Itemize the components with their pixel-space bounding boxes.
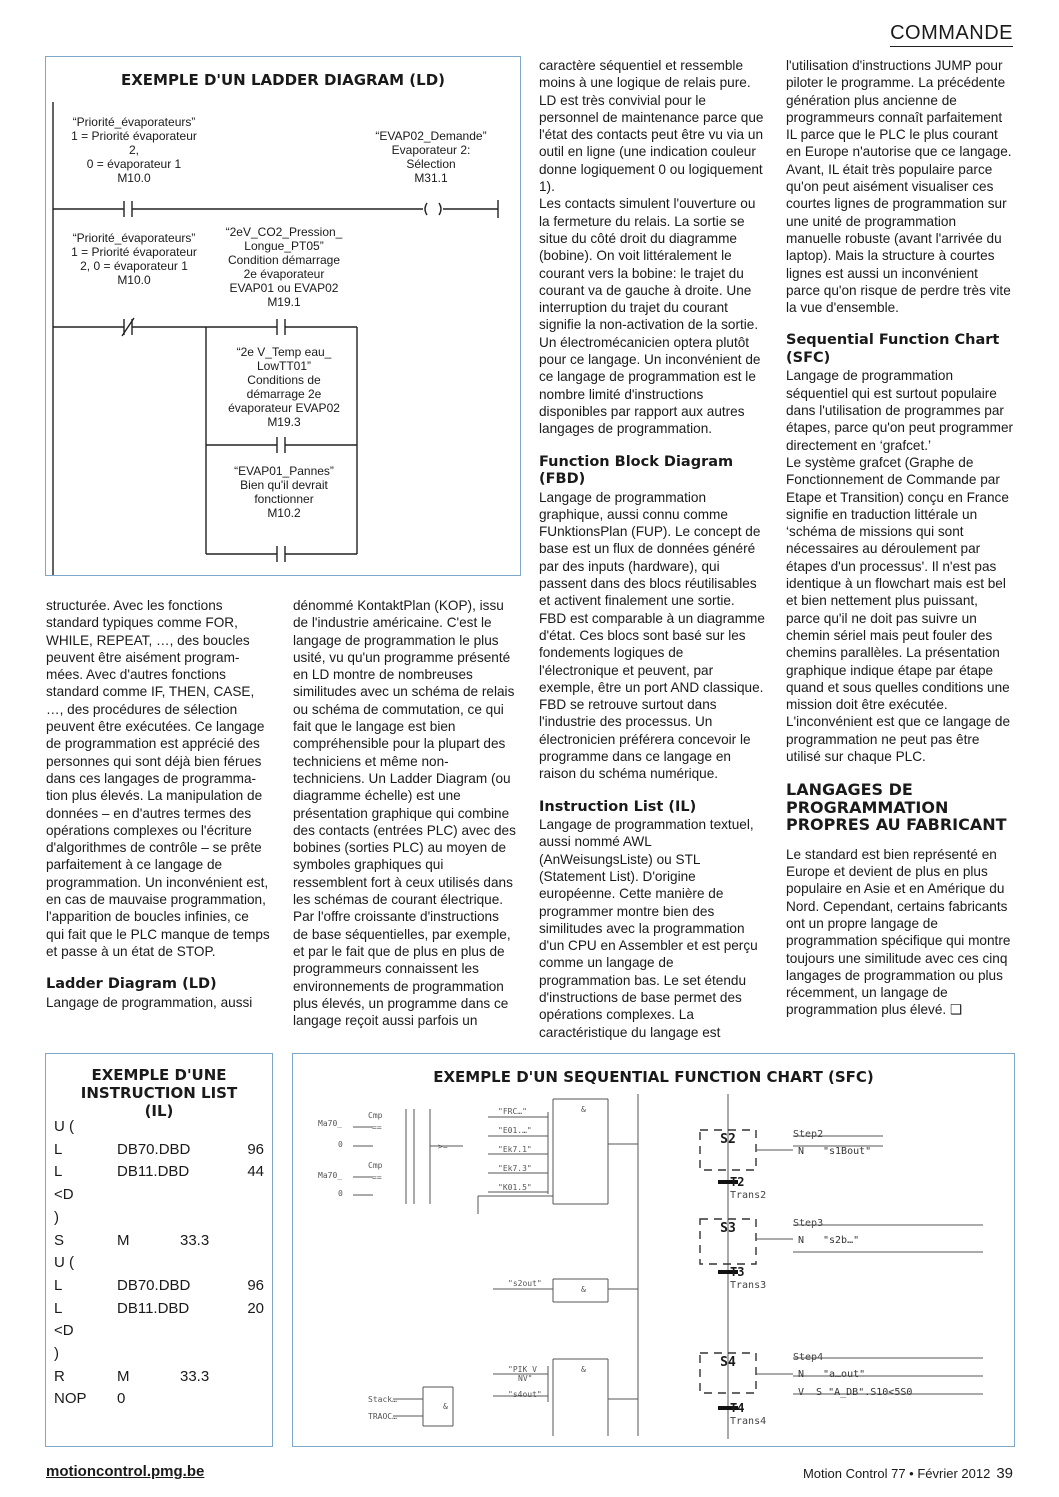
col4-paragraph-4: L'inconvénient est que ce langage de programmation ne peut pas être utilisé sur chaque PLC.	[786, 714, 1011, 764]
svg-text:Ma70_: Ma70_	[318, 1171, 343, 1180]
il-row	[54, 1322, 264, 1344]
sfc-figure	[292, 1053, 1015, 1447]
il-mid: 33.3	[180, 1367, 210, 1385]
col1-paragraph-2: Langage de programmation, aussi	[46, 994, 253, 1010]
svg-text:==: ==	[372, 1173, 382, 1182]
il-row	[54, 1141, 264, 1163]
il-op: <D	[54, 1186, 74, 1204]
instruction-list-figure	[45, 1053, 273, 1447]
il-heading: Instruction List (IL)	[539, 798, 697, 815]
svg-text:"Ek7.3": "Ek7.3"	[498, 1164, 532, 1173]
svg-text:"Ek7.1": "Ek7.1"	[498, 1145, 532, 1154]
svg-text:&: &	[581, 1285, 586, 1294]
col2-paragraph-1: dénommé KontaktPlan (KOP), issu de l'industrie américaine. C'est le langage de programmation le plus usité, vu qu'un programme présenté en LD montre de nombreuses similitudes avec un schéma de relais ou schéma de commutation, ce qui fait que le langage est bien compréhensible pour la plupart des techniciens et même non-techniciens. Un Ladder Diagram (ou diagramme échelle) est une présentation graphique qui combine des contacts (entrées PLC) avec des bobines (sorties PLC) au moyen de symboles graphiques qui ressemblent fort à ceux utilisés dans les schémas de courant électrique. Par l'offre croissante d'instructions de base séquentielles, par exemple, et par le fait que de plus en plus de programmeurs connaissent les environnements de programmation plus élevés, un programme dans ce langage reçoit aussi parfois un	[293, 598, 516, 1029]
sfc-action-value: "a…out"	[823, 1369, 866, 1380]
col4-paragraph-1: l'utilisation d'instructions JUMP pour piloter le programme. La précédente génération plus ancienne de programmeurs connaît parfaitement IL parce que le PLC le plus courant en Europe n'autorise que ce langage. Avant, IL était très populaire parce qu'on peut aisément visualiser ces courtes lignes de programmation sur une unité de programmation manuelle robuste (avant l'arrivée du laptop). Mais la structure à courtes lignes est aussi un inconvénient parce qu'on risque de perdre très vite la vue d'ensemble.	[786, 58, 1012, 316]
sfc-step-name: Step2	[793, 1129, 824, 1140]
svg-text:Cmp: Cmp	[368, 1161, 383, 1170]
fbd-heading: Function Block Diagram (FBD)	[539, 453, 734, 488]
il-num: 96	[247, 1276, 264, 1294]
ld-label-priority-1: “Priorité_évaporateurs” 1 = Priorité évaporateur 2, 0 = évaporateur 1 M10.0	[71, 115, 197, 185]
il-row	[54, 1209, 264, 1231]
sfc-transition-id: T4	[730, 1401, 745, 1415]
section-header: COMMANDE	[890, 22, 1013, 47]
il-op: L	[54, 1276, 63, 1294]
il-op: U (	[54, 1254, 74, 1272]
svg-text:"FRC…": "FRC…"	[498, 1107, 527, 1116]
il-op: <D	[54, 1322, 74, 1340]
il-op: L	[54, 1299, 63, 1317]
il-row	[54, 1254, 264, 1276]
svg-text:==: ==	[372, 1123, 382, 1132]
ld-label-temp-eau: “2e V_Temp eau_ LowTT01” Conditions de démarrage 2e évaporateur EVAP02 M19.3	[228, 345, 340, 429]
il-op: )	[54, 1208, 59, 1226]
ld-label-pression: “2eV_CO2_Pression_ Longue_PT05” Condition démarrage 2e évaporateur EVAP01 ou EVAP02 M19.1	[225, 225, 343, 309]
sfc-transition-name: Trans3	[730, 1280, 767, 1291]
svg-text:&: &	[443, 1402, 448, 1411]
col1-paragraph-1: structurée. Avec les fonctions standard typiques comme FOR, WHILE, REPEAT, …, des boucles peuvent être aisément programmées. Avec d'autres fonctions standard comme IF, THEN, CASE, …, des procédures de sélection peuvent être exécutées. Ce langage de programmation est apprécié des personnes qui sont déjà bien férues dans ces langages de programmation plus élevés. La manipulation de données – en d'autres termes des opérations complexes ou l'écriture d'algorithmes de contrôle – se prête parfaitement à ce langage de programmation. Un inconvénient est, en cas de mauvaise programmation, l'apparition de boucles infinies, ce qui fait que le PLC manque de temps et passe à un état de STOP.	[46, 598, 270, 959]
il-arg: M	[117, 1367, 130, 1385]
sfc-title: EXEMPLE D'UN SEQUENTIAL FUNCTION CHART (SFC)	[433, 1068, 874, 1086]
il-row	[54, 1345, 264, 1367]
fabricant-heading: LANGAGES DE PROGRAMMATION PROPRES AU FABRICANT	[786, 780, 1007, 835]
svg-text:"K01.5": "K01.5"	[498, 1183, 532, 1192]
col4-paragraph-3: Le système grafcet (Graphe de Fonctionnement de Commande par Etape et Transition) conçu en France signifie en traduction littérale un ‘schéma de missions qui sont nécessaires au déroulement par étapes d'un processus'. Il n'est pas identique à un flowchart mais est bel et bien nettement plus puissant, parce qu'il ne doit pas suivre un chemin sériel mais peut fouler des chemins parallèles. La présentation graphique indique étape par étape quand et sous quelles conditions une mission doit être exécutée.	[786, 454, 1010, 713]
col4-paragraph-2: Langage de programmation séquentiel qui est surtout populaire dans l'utilisation de programmes par étapes, parce qu'on peut programmer directement en ‘grafcet.’	[786, 368, 1014, 453]
il-row	[54, 1232, 264, 1254]
svg-text:0: 0	[338, 1140, 343, 1149]
il-arg: DB11.DBD	[117, 1163, 190, 1181]
svg-text:"s4out": "s4out"	[508, 1390, 542, 1399]
il-row	[54, 1118, 264, 1140]
sfc-step-name: Step3	[793, 1218, 824, 1229]
il-row	[54, 1277, 264, 1299]
il-arg: DB70.DBD	[117, 1276, 191, 1294]
col4-paragraph-5: Le standard est bien représenté en Europe et devient de plus en plus populaire en Asie et en Amérique du Nord. Cependant, certains fabricants ont un propre langage de programmation spécifique qui montre toujours une similitude avec ces cinq langages de programmation ou plus récemment, un langage de programmation plus élevé. ❑	[786, 846, 1011, 1018]
sfc-step-id: S3	[720, 1221, 736, 1236]
page-number: 39	[996, 1465, 1013, 1482]
svg-text:TRAOC…: TRAOC…	[368, 1412, 397, 1421]
col3-paragraph-4: Langage de programmation textuel, aussi nommé AWL (AnWeisungsListe) ou STL (Statement List). D'origine européenne. Cette manière de programmer montre bien des similitudes avec la programmation d'un CPU en Assembler et est perçu comme un langage de programmation bas. Le set étendu d'instructions de base permet des opérations complexes. La caractéristique du langage est	[539, 817, 758, 1040]
il-num: 20	[247, 1299, 264, 1317]
ld-label-evap02-demande: “EVAP02_Demande” Evaporateur 2: Sélection M31.1	[375, 129, 487, 185]
svg-text:Ma70_: Ma70_	[318, 1119, 343, 1128]
il-row	[54, 1300, 264, 1322]
instruction-list-title: EXEMPLE D'UNE INSTRUCTION LIST (IL)	[80, 1066, 238, 1120]
footer-issue-text: Motion Control 77 • Février 2012	[802, 1466, 991, 1481]
sfc-action-value: "s2b…"	[823, 1235, 860, 1246]
il-op: L	[54, 1140, 63, 1158]
ladder-diagram-heading: Ladder Diagram (LD)	[46, 976, 217, 993]
sfc-step-id: S2	[720, 1132, 736, 1147]
sfc-action-qualifier: N	[798, 1146, 805, 1157]
svg-text:&: &	[581, 1365, 586, 1374]
il-arg: DB70.DBD	[117, 1140, 191, 1158]
il-op: NOP	[54, 1390, 87, 1408]
svg-text:NV": NV"	[518, 1374, 533, 1383]
svg-text:&: &	[581, 1105, 586, 1114]
ld-label-pannes: “EVAP01_Pannes” Bien qu'il devrait fonctionner M10.2	[234, 464, 334, 520]
il-op: R	[54, 1367, 65, 1385]
footer-site-link[interactable]: motioncontrol.pmg.be	[46, 1463, 205, 1480]
col3-paragraph-3: Langage de programmation graphique, aussi connu comme FUnktionsPlan (FUP). Le concept de base est un flux de données généré par des inputs (hardware), qui passent dans des blocs réutilisables et activent finalement une sortie. FBD est comparable à un diagramme d'état. Ces blocs sont basé sur les fondements logiques de l'électronique et peuvent, par exemple, être un port AND classique. FBD se retrouve surtout dans l'industrie des processus. Un électronicien préférera concevoir le programme dans ce langage en raison du schéma numérique.	[539, 489, 765, 782]
il-row	[54, 1186, 264, 1208]
col3-paragraph-1: caractère séquentiel et ressemble moins à une logique de relais pure. LD est très convivial pour le personnel de maintenance parce que l'état des contacts peut être vu via un outil en ligne (une indication couleur donne logiquement 0 ou logiquement 1).	[539, 58, 764, 195]
column-4	[786, 57, 1014, 1019]
il-op: )	[54, 1345, 59, 1362]
sfc-action-qualifier: N	[798, 1235, 805, 1246]
il-mid: 33.3	[180, 1231, 210, 1249]
sfc-step-id: S4	[720, 1355, 736, 1370]
ladder-diagram-figure	[45, 56, 521, 576]
il-arg: DB11.DBD	[117, 1299, 190, 1317]
il-op: S	[54, 1231, 65, 1249]
col3-paragraph-2: Les contacts simulent l'ouverture ou la fermeture du relais. La sortie se situe du côté droit du diagramme (bobine). On voit littéralement le courant vers la bobine: le trajet du courant va de gauche à droite. Une interruption du trajet du courant signifie la non-activation de la sortie. Un électromécanicien optera plutôt pour ce langage. Un inconvénient de ce langage de programmation est le nombre limité d'instructions disponibles par rapport aux autres langages de programmation.	[539, 196, 761, 437]
svg-text:Stack…: Stack…	[368, 1395, 397, 1404]
footer-issue	[803, 1465, 1013, 1482]
sfc-transition-id: T3	[730, 1265, 745, 1279]
svg-text:>=: >=	[438, 1142, 448, 1151]
il-arg: M	[117, 1231, 130, 1249]
il-row	[54, 1368, 264, 1390]
svg-text:"PIK V: "PIK V	[508, 1365, 537, 1374]
sfc-transition-name: Trans4	[730, 1416, 767, 1427]
il-row	[54, 1390, 264, 1412]
il-num: 44	[247, 1163, 264, 1181]
sfc-extra-action: V S "A_DB".S10<5S0	[798, 1387, 913, 1398]
sfc-action-qualifier: N	[798, 1369, 805, 1380]
il-row	[54, 1163, 264, 1185]
sfc-transition-name: Trans2	[730, 1190, 767, 1201]
sfc-transition-id: T2	[730, 1175, 745, 1189]
sfc-step-name: Step4	[793, 1352, 824, 1363]
il-arg: 0	[117, 1390, 126, 1408]
column-2	[293, 597, 517, 1029]
column-3	[539, 57, 765, 1041]
il-op: U (	[54, 1118, 74, 1135]
sfc-heading: Sequential Function Chart (SFC)	[786, 332, 1000, 366]
ladder-diagram-title: EXEMPLE D'UN LADDER DIAGRAM (LD)	[120, 71, 446, 89]
svg-text:Cmp: Cmp	[368, 1111, 383, 1120]
svg-text:"E01.…": "E01.…"	[498, 1126, 532, 1135]
il-op: L	[54, 1163, 63, 1181]
svg-text:0: 0	[338, 1189, 343, 1198]
column-1	[46, 597, 270, 1011]
sfc-action-value: "s1Bout"	[823, 1146, 872, 1157]
svg-text:"s2out": "s2out"	[508, 1279, 542, 1288]
il-num: 96	[247, 1140, 264, 1158]
ld-label-priority-2: “Priorité_évaporateurs” 1 = Priorité évaporateur 2, 0 = évaporateur 1 M10.0	[71, 231, 197, 287]
